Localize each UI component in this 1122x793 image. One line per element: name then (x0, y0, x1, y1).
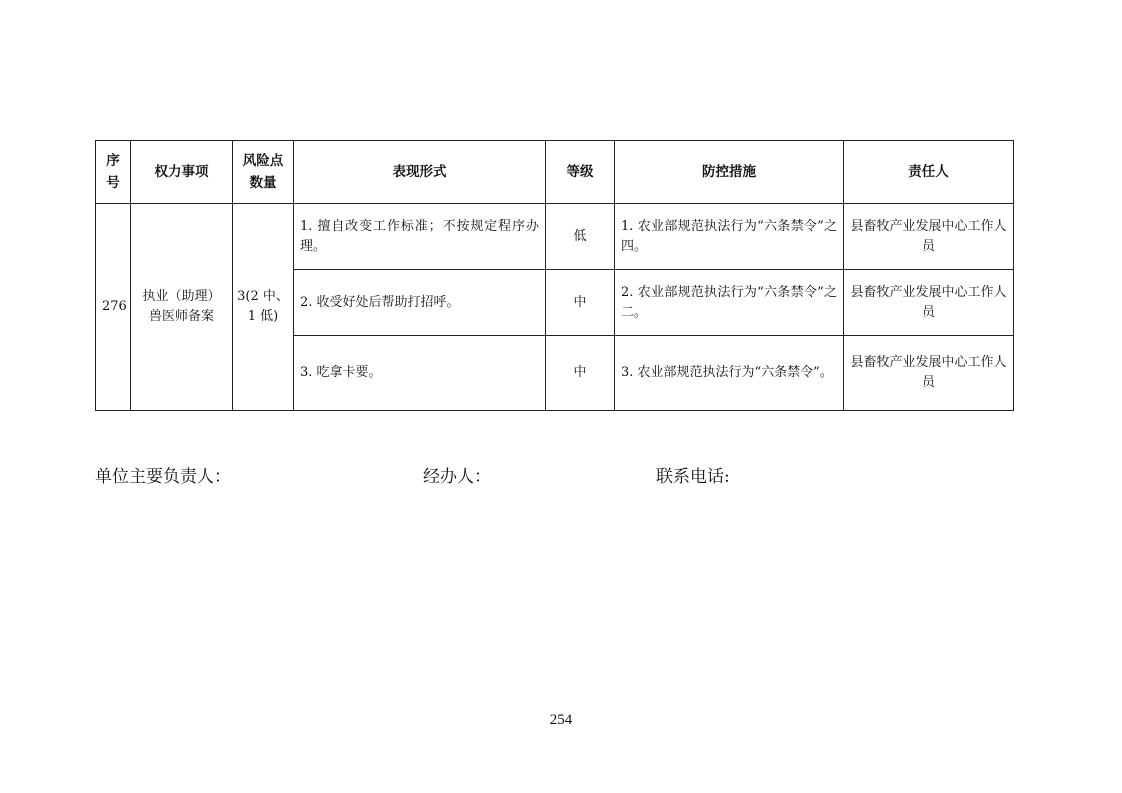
cell-power-item: 执业（助理）兽医师备案 (131, 204, 233, 411)
header-risk-count-line-1: 风险点 (242, 153, 284, 169)
cell-measure: 3. 农业部规范执法行为“六条禁令”。 (615, 336, 844, 411)
risk-table (95, 140, 1014, 411)
header-level: 等级 (546, 141, 615, 204)
cell-level: 低 (546, 204, 615, 270)
phone-label: 联系电话: (656, 467, 730, 487)
header-seq (96, 141, 131, 204)
header-risk-count-line-2: 数量 (249, 175, 277, 191)
cell-measure: 2. 农业部规范执法行为“六条禁令”之二。 (615, 270, 844, 336)
cell-risk-count: 3(2 中、1 低) (233, 204, 294, 411)
header-seq-line-1: 序 (106, 153, 120, 169)
cell-owner: 县畜牧产业发展中心工作人员 (844, 270, 1014, 336)
header-measure: 防控措施 (615, 141, 844, 204)
table-header-row (96, 141, 1014, 204)
header-risk-count (233, 141, 294, 204)
header-owner: 责任人 (844, 141, 1014, 204)
table-row (96, 204, 1014, 270)
handler-label: 经办人： (423, 467, 491, 487)
cell-owner: 县畜牧产业发展中心工作人员 (844, 336, 1014, 411)
header-power-item: 权力事项 (131, 141, 233, 204)
header-form: 表现形式 (294, 141, 546, 204)
cell-level: 中 (546, 270, 615, 336)
header-seq-line-2: 号 (106, 175, 120, 191)
cell-form: 1. 擅自改变工作标准；不按规定程序办理。 (294, 204, 546, 270)
cell-seq: 276 (96, 204, 131, 411)
cell-measure: 1. 农业部规范执法行为“六条禁令”之四。 (615, 204, 844, 270)
page-number: 254 (549, 712, 573, 728)
cell-level: 中 (546, 336, 615, 411)
cell-owner: 县畜牧产业发展中心工作人员 (844, 204, 1014, 270)
unit-head-label: 单位主要负责人： (95, 467, 231, 487)
cell-form: 3. 吃拿卡要。 (294, 336, 546, 411)
cell-form: 2. 收受好处后帮助打招呼。 (294, 270, 546, 336)
